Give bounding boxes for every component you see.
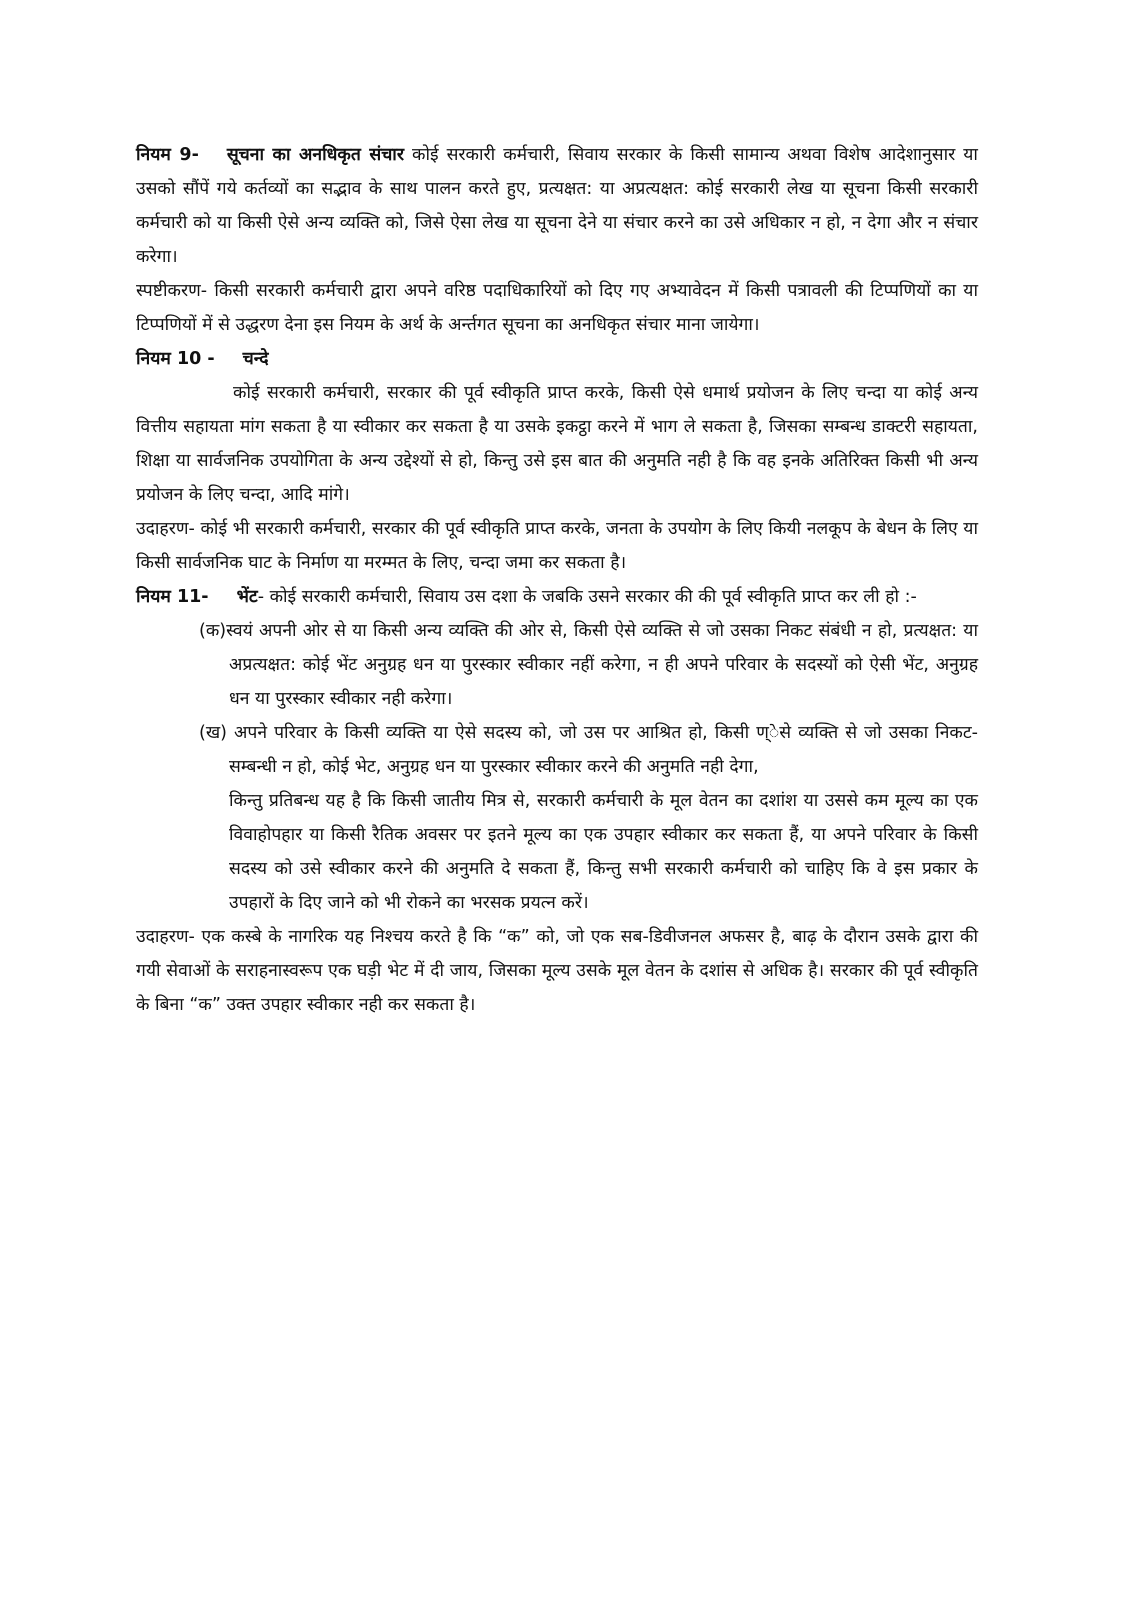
rule-11-paragraph bbox=[136, 580, 978, 614]
rule-11-title: भेंट bbox=[236, 587, 258, 607]
rule-11-proviso: किन्तु प्रतिबन्ध यह है कि किसी जातीय मित्र से, सरकारी कर्मचारी के मूल वेतन का दशांश या उससे कम मूल्य का एक विवाहोपहार या किसी रैतिक अवसर पर इतने मूल्य का एक उपहार स्वीकार कर सकता हैं, या अपने परिवार के किसी सदस्य को उसे स्वीकार करने की अनुमति दे सकता हैं, किन्तु सभी सरकारी कर्मचारी को चाहिए कि वे इस प्रकार के उपहारों के दिए जाने को भी रोकने का भरसक प्रयत्न करें। bbox=[229, 791, 978, 913]
rule-11-heading: नियम 11- bbox=[136, 587, 209, 607]
rule-10-example: उदाहरण- कोई भी सरकारी कर्मचारी, सरकार की पूर्व स्वीकृति प्राप्त करके, जनता के उपयोग के लिए कियी नलकूप के बेधन के लिए या किसी सार्वजनिक घाट के निर्माण या मरम्मत के लिए, चन्दा जमा कर सकता है। bbox=[136, 519, 978, 573]
rule-10-heading-line bbox=[136, 342, 978, 376]
rule-9-explanation: स्पष्टीकरण- किसी सरकारी कर्मचारी द्वारा अपने वरिष्ठ पदाधिकारियों को दिए गए अभ्यावेदन में किसी पत्रावली की टिप्पणियों का या टिप्पणियों में से उद्धरण देना इस नियम के अर्थ के अर्न्तगत सूचना का अनधिकृत संचार माना जायेगा। bbox=[136, 281, 978, 335]
rule-11-text: - कोई सरकारी कर्मचारी, सिवाय उस दशा के जबकि उसने सरकार की की पूर्व स्वीकृति प्राप्त कर ली हो :- bbox=[257, 587, 917, 607]
rule-9-text: कोई सरकारी कर्मचारी, सिवाय सरकार के किसी सामान्य अथवा विशेष आदेशानुसार या उसको सौंपें गये कर्तव्यों का सद्भाव के साथ पालन करते हुए, प्रत्यक्षत: या अप्रत्यक्षत: कोई सरकारी लेख या सूचना किसी सरकारी कर्मचारी को या किसी ऐसे अन्य व्यक्ति को, जिसे ऐसा लेख या सूचना देने या संचार करने का उसे अधिकार न हो, न देगा और न संचार करेगा। bbox=[136, 145, 978, 267]
rule-11-clause-kha: (ख) अपने परिवार के किसी व्यक्ति या ऐसे सदस्य को, जो उस पर आश्रित हो, किसी ण्ेसे व्यक्ति से जो उसका निकट-सम्बन्धी न हो, कोई भेट, अनुग्रह धन या पुरस्कार स्वीकार करने की अनुमति नही देगा, bbox=[199, 723, 978, 777]
document-page bbox=[136, 138, 978, 1022]
rule-9-paragraph bbox=[136, 138, 978, 274]
rule-9-title: सूचना का अनधिकृत संचार bbox=[226, 145, 404, 165]
rule-11-example: उदाहरण- एक कस्बे के नागरिक यह निश्चय करते है कि “क” को, जो एक सब-डिवीजनल अफसर है, बाढ़ के दौरान उसके द्वारा की गयी सेवाओं के सराहनास्वरूप एक घड़ी भेट में दी जाय, जिसका मूल्य उसके मूल वेतन के दशांस से अधिक है। सरकार की पूर्व स्वीकृति के बिना “क” उक्त उपहार स्वीकार नही कर सकता है। bbox=[136, 927, 978, 1015]
rule-10-text: कोई सरकारी कर्मचारी, सरकार की पूर्व स्वीकृति प्राप्त करके, किसी ऐसे धमार्थ प्रयोजन के लिए चन्दा या कोई अन्य वित्तीय सहायता मांग सकता है या स्वीकार कर सकता है या उसके इकट्ठा करने में भाग ले सकता है, जिसका सम्बन्ध डाक्टरी सहायता, शिक्षा या सार्वजनिक उपयोगिता के अन्य उद्देश्यों से हो, किन्तु उसे इस बात की अनुमति नही है कि वह इनके अतिरिक्त किसी भी अन्य प्रयोजन के लिए चन्दा, आदि मांगे। bbox=[136, 383, 978, 505]
rule-10-heading: नियम 10 - bbox=[136, 349, 215, 369]
rule-10-title: चन्दे bbox=[242, 349, 269, 369]
rule-11-clause-ka: (क)स्वयं अपनी ओर से या किसी अन्य व्यक्ति की ओर से, किसी ऐसे व्यक्ति से जो उसका निकट संबंधी न हो, प्रत्यक्षत: या अप्रत्यक्षत: कोई भेंट अनुग्रह धन या पुरस्कार स्वीकार नहीं करेगा, न ही अपने परिवार के सदस्यों को ऐसी भेंट, अनुग्रह धन या पुरस्कार स्वीकार नही करेगा। bbox=[199, 621, 978, 709]
rule-9-heading: नियम 9- bbox=[136, 145, 199, 165]
